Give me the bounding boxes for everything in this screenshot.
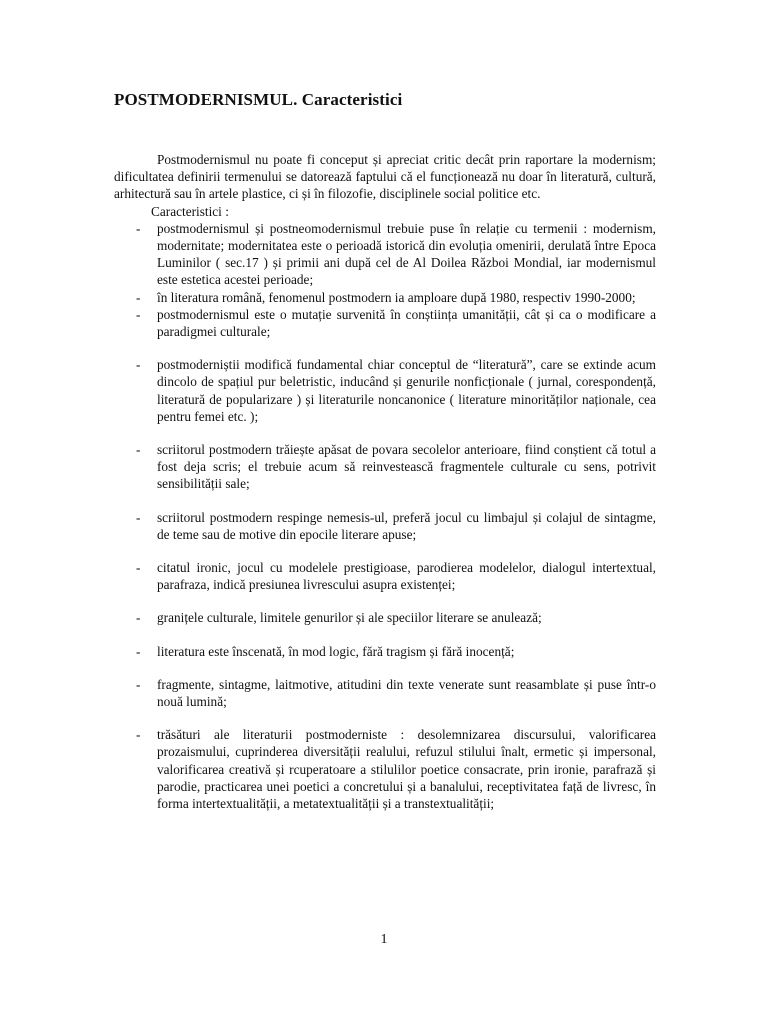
list-item-text: postmodernismul este o mutație survenită în conștiința umanității, cât și ca o modificare a paradigmei culturale; — [157, 306, 656, 340]
bullet-dash: - — [136, 442, 141, 458]
list-item — [114, 676, 656, 710]
list-item — [114, 356, 656, 425]
list-item — [114, 441, 656, 493]
list-item-text: scriitorul postmodern trăiește apăsat de povara secolelor anterioare, fiind conștient că totul a fost deja scris; el trebuie acum să reinvestească fragmentele culturale cu sens, potrivit sensibilității sale; — [157, 442, 656, 492]
list-item-text: citatul ironic, jocul cu modelele prestigioase, parodierea modelelor, dialogul intertextual, parafraza, indică presiunea livrescului asupra existenței; — [157, 560, 656, 593]
intro-paragraph: Postmodernismul nu poate fi conceput și apreciat critic decât prin raportare la modernism; dificultatea definirii termenului se datorează faptului că el funcționează nu doar în literatură, cultură, arhitectură sau în artele plastice, ci și în filozofie, disciplinele social politice etc. — [114, 152, 656, 202]
list-item-text: în literatura română, fenomenul postmodern ia amploare după 1980, respectiv 1990-2000; — [157, 289, 636, 305]
document-body — [114, 151, 656, 812]
bullet-dash: - — [136, 643, 141, 659]
list-item-text: fragmente, sintagme, laitmotive, atitudini din texte venerate sunt reasamblate și puse într-o nouă lumină; — [157, 676, 656, 710]
bullet-dash: - — [136, 357, 141, 373]
list-item — [114, 220, 656, 289]
bullet-dash: - — [136, 610, 141, 626]
bullet-dash: - — [136, 306, 141, 322]
list-item-text: literatura este înscenată, în mod logic, fără tragism și fără inocență; — [157, 643, 515, 659]
bullet-dash: - — [136, 509, 141, 525]
list-item — [114, 306, 656, 340]
characteristics-list — [114, 220, 656, 812]
list-item — [114, 559, 656, 593]
list-item — [114, 289, 656, 306]
list-item — [114, 509, 656, 543]
list-item — [114, 726, 656, 812]
list-item-text: postmoderniștii modifică fundamental chiar conceptul de “literatură”, care se extinde acum dincolo de spațiul pur beletristic, inducând și genurile nonficționale ( jurnal, corespondență, literatură de popularizare ) și literaturile noncanonice ( literature minorităților naționale, cea pentru femei etc. ); — [157, 357, 656, 424]
list-item-text: granițele culturale, limitele genurilor și ale speciilor literare se anulează; — [157, 610, 542, 626]
bullet-dash: - — [136, 676, 141, 692]
bullet-dash: - — [136, 220, 141, 236]
page-title: POSTMODERNISMUL. Caracteristici — [114, 90, 403, 109]
list-item-text: postmodernismul și postneomodernismul trebuie puse în relație cu termenii : modernism, modernitate; modernitatea este o perioadă istorică din evoluția omenirii, derulată între Epoca Luminilor ( sec.17 ) și primii ani după cel de Al Doilea Război Mondial, iar modernismul este estetica acestei perioade; — [157, 220, 656, 288]
list-item-text: trăsături ale literaturii postmoderniste : desolemnizarea discursului, valorificarea prozaismului, cuprinderea diversității realului, refuzul stilului înalt, ermetic și impersonal, valorificarea creativă și rcuperatoare a stilulilor poetice consacrate, prin ironie, parafrază și parodie, practicarea unei poetici a concretului și a banalului, receptivitatea față de livresc, în forma intertextualității, a metatextualității și a transtextualității; — [157, 727, 656, 812]
bullet-dash: - — [136, 727, 141, 743]
list-item-text: scriitorul postmodern respinge nemesis-ul, preferă jocul cu limbajul și colajul de sintagme, de teme sau de motive din epocile literare apuse; — [157, 509, 656, 542]
characteristics-heading: Caracteristici : — [151, 203, 229, 219]
page-number: 1 — [380, 932, 388, 947]
bullet-dash: - — [136, 289, 141, 305]
list-item — [114, 643, 656, 660]
bullet-dash: - — [136, 560, 141, 576]
list-item — [114, 609, 656, 626]
